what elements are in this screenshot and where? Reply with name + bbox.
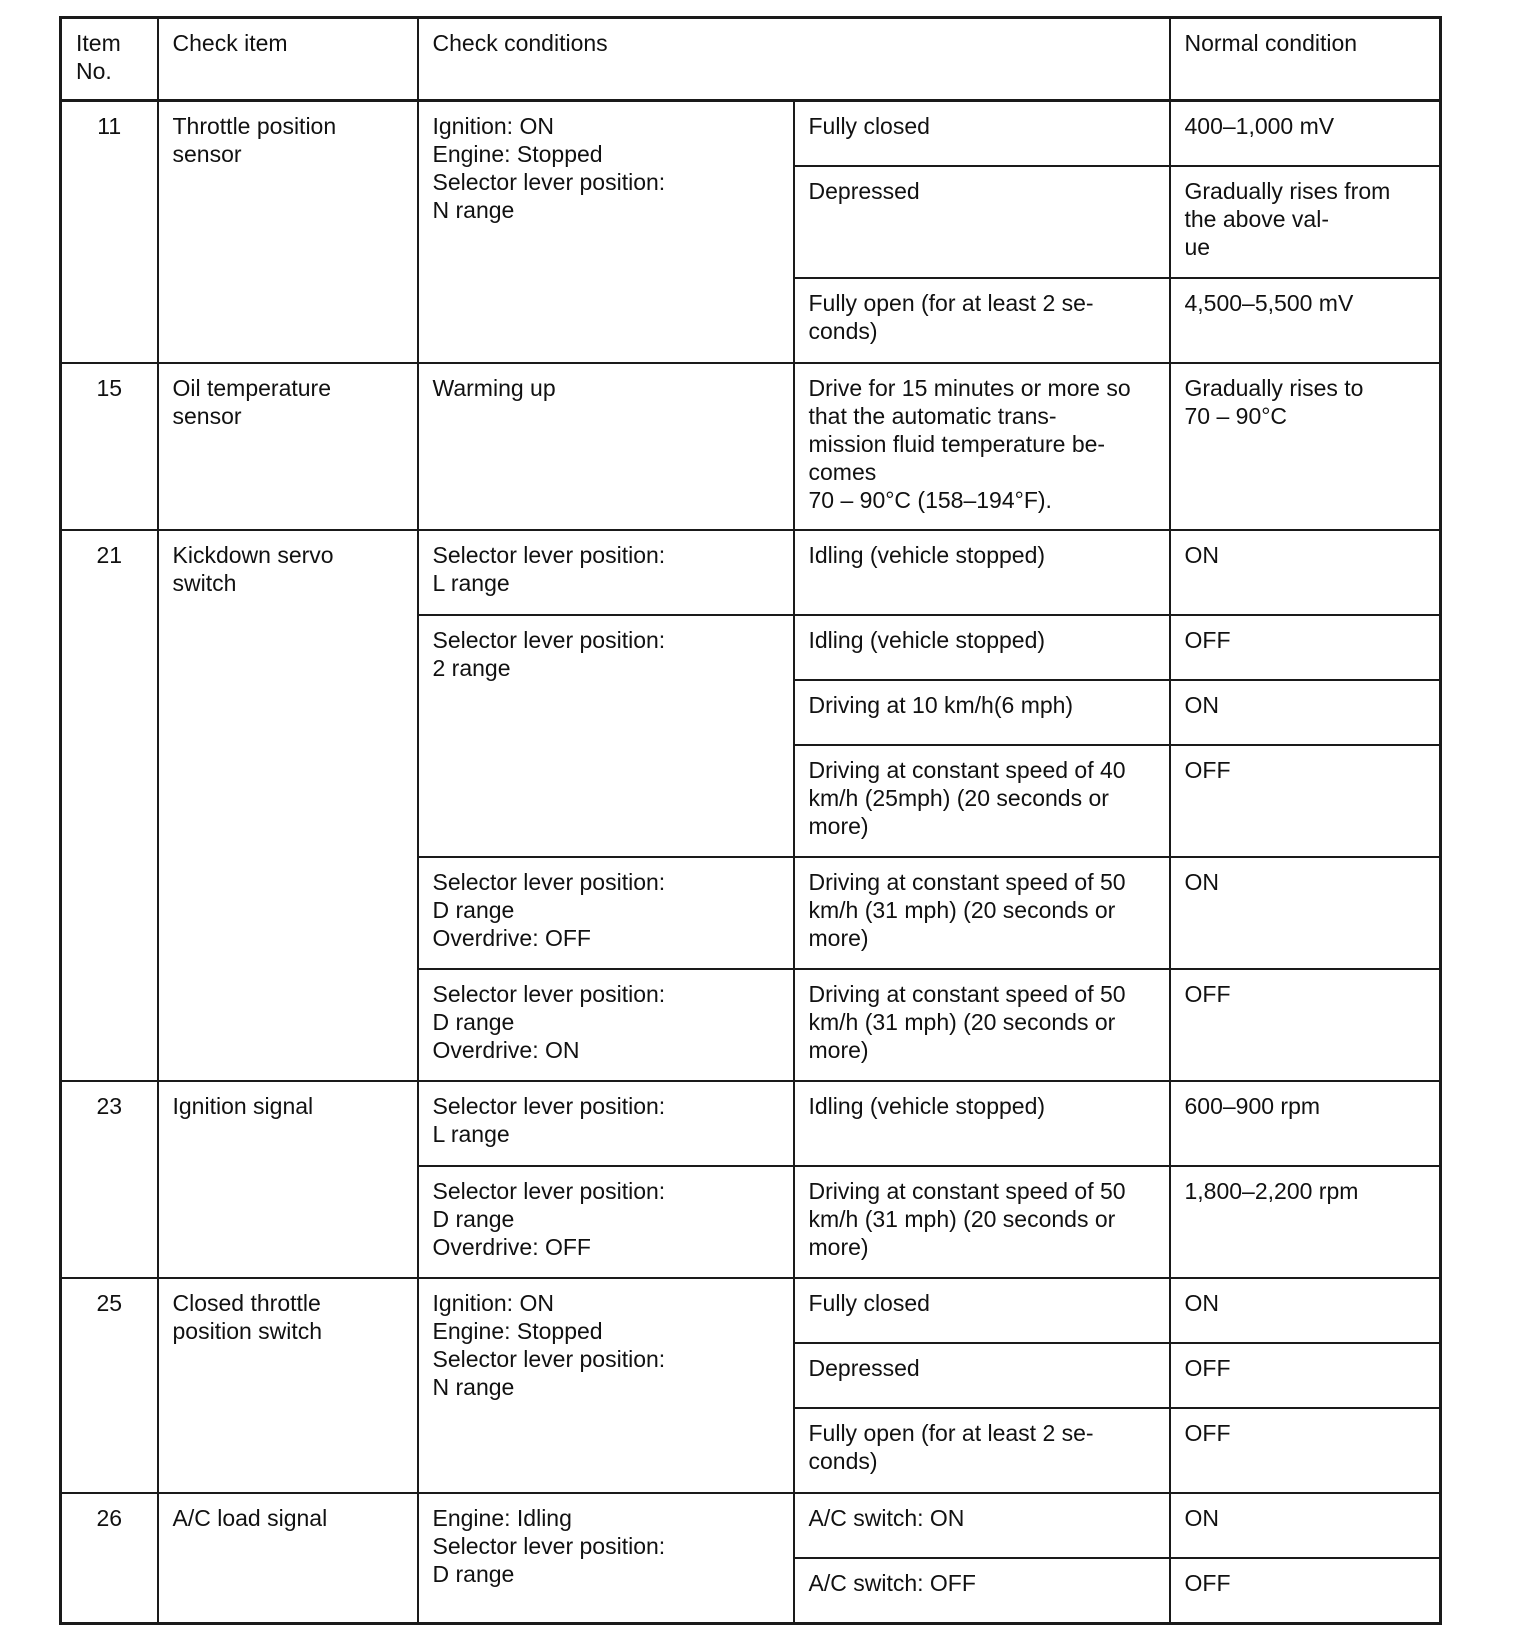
normal-condition: ON [1170,857,1441,969]
normal-condition: OFF [1170,745,1441,857]
check-condition-secondary: Depressed [794,166,1170,278]
check-condition-primary: Selector lever position: D range Overdrive: OFF [418,1166,794,1278]
table-header-row [61,18,1441,101]
check-condition-secondary: Fully closed [794,1278,1170,1343]
normal-condition: Gradually rises to 70 – 90°C [1170,363,1441,530]
item-number: 25 [61,1278,158,1493]
header-item-no: Item No. [61,18,158,101]
table-row [61,1493,1441,1558]
table-row [61,1278,1441,1343]
check-condition-secondary: Fully open (for at least 2 se- conds) [794,278,1170,363]
normal-condition: OFF [1170,1343,1441,1408]
check-condition-primary: Selector lever position: D range Overdrive: OFF [418,857,794,969]
normal-condition: OFF [1170,615,1441,680]
normal-condition: ON [1170,680,1441,745]
check-condition-secondary: A/C switch: OFF [794,1558,1170,1624]
check-condition-secondary: Fully open (for at least 2 se- conds) [794,1408,1170,1493]
check-condition-primary: Selector lever position: D range Overdrive: ON [418,969,794,1081]
check-condition-secondary: Driving at constant speed of 50 km/h (31 mph) (20 seconds or more) [794,969,1170,1081]
check-condition-secondary: Idling (vehicle stopped) [794,615,1170,680]
check-condition-primary: Warming up [418,363,794,530]
check-condition-secondary: Idling (vehicle stopped) [794,530,1170,615]
check-condition-secondary: Driving at 10 km/h(6 mph) [794,680,1170,745]
check-condition-primary: Selector lever position: 2 range [418,615,794,857]
item-number: 23 [61,1081,158,1278]
normal-condition: 600–900 rpm [1170,1081,1441,1166]
check-item: A/C load signal [158,1493,418,1624]
normal-condition: Gradually rises from the above val- ue [1170,166,1441,278]
check-table [59,16,1442,1625]
normal-condition: OFF [1170,1408,1441,1493]
header-check-item: Check item [158,18,418,101]
table-row [61,363,1441,530]
item-number: 26 [61,1493,158,1624]
normal-condition: OFF [1170,969,1441,1081]
check-condition-primary: Engine: Idling Selector lever position: D range [418,1493,794,1624]
normal-condition: 4,500–5,500 mV [1170,278,1441,363]
check-condition-secondary: Driving at constant speed of 50 km/h (31 mph) (20 seconds or more) [794,857,1170,969]
normal-condition: 400–1,000 mV [1170,101,1441,167]
table-row [61,530,1441,615]
check-condition-secondary: Fully closed [794,101,1170,167]
check-condition-primary: Selector lever position: L range [418,530,794,615]
check-item: Closed throttle position switch [158,1278,418,1493]
check-item: Oil temperature sensor [158,363,418,530]
item-number: 11 [61,101,158,364]
check-table-sheet [59,16,1439,1625]
check-condition-primary: Ignition: ON Engine: Stopped Selector lever position: N range [418,1278,794,1493]
check-condition-secondary: Driving at constant speed of 50 km/h (31 mph) (20 seconds or more) [794,1166,1170,1278]
normal-condition: OFF [1170,1558,1441,1624]
normal-condition: ON [1170,1278,1441,1343]
check-condition-primary: Ignition: ON Engine: Stopped Selector lever position: N range [418,101,794,364]
check-condition-secondary: Idling (vehicle stopped) [794,1081,1170,1166]
normal-condition: ON [1170,530,1441,615]
item-number: 21 [61,530,158,1081]
table-row [61,101,1441,167]
item-number: 15 [61,363,158,530]
header-normal-condition: Normal condition [1170,18,1441,101]
table-row [61,1081,1441,1166]
check-condition-secondary: A/C switch: ON [794,1493,1170,1558]
check-item: Ignition signal [158,1081,418,1278]
header-check-conditions: Check conditions [418,18,1170,101]
check-condition-secondary: Depressed [794,1343,1170,1408]
check-item: Throttle position sensor [158,101,418,364]
normal-condition: 1,800–2,200 rpm [1170,1166,1441,1278]
normal-condition: ON [1170,1493,1441,1558]
check-condition-secondary: Driving at constant speed of 40 km/h (25mph) (20 seconds or more) [794,745,1170,857]
check-condition-secondary: Drive for 15 minutes or more so that the automatic trans- mission fluid temperature be- comes 70 – 90°C (158–194°F). [794,363,1170,530]
check-item: Kickdown servo switch [158,530,418,1081]
check-condition-primary: Selector lever position: L range [418,1081,794,1166]
